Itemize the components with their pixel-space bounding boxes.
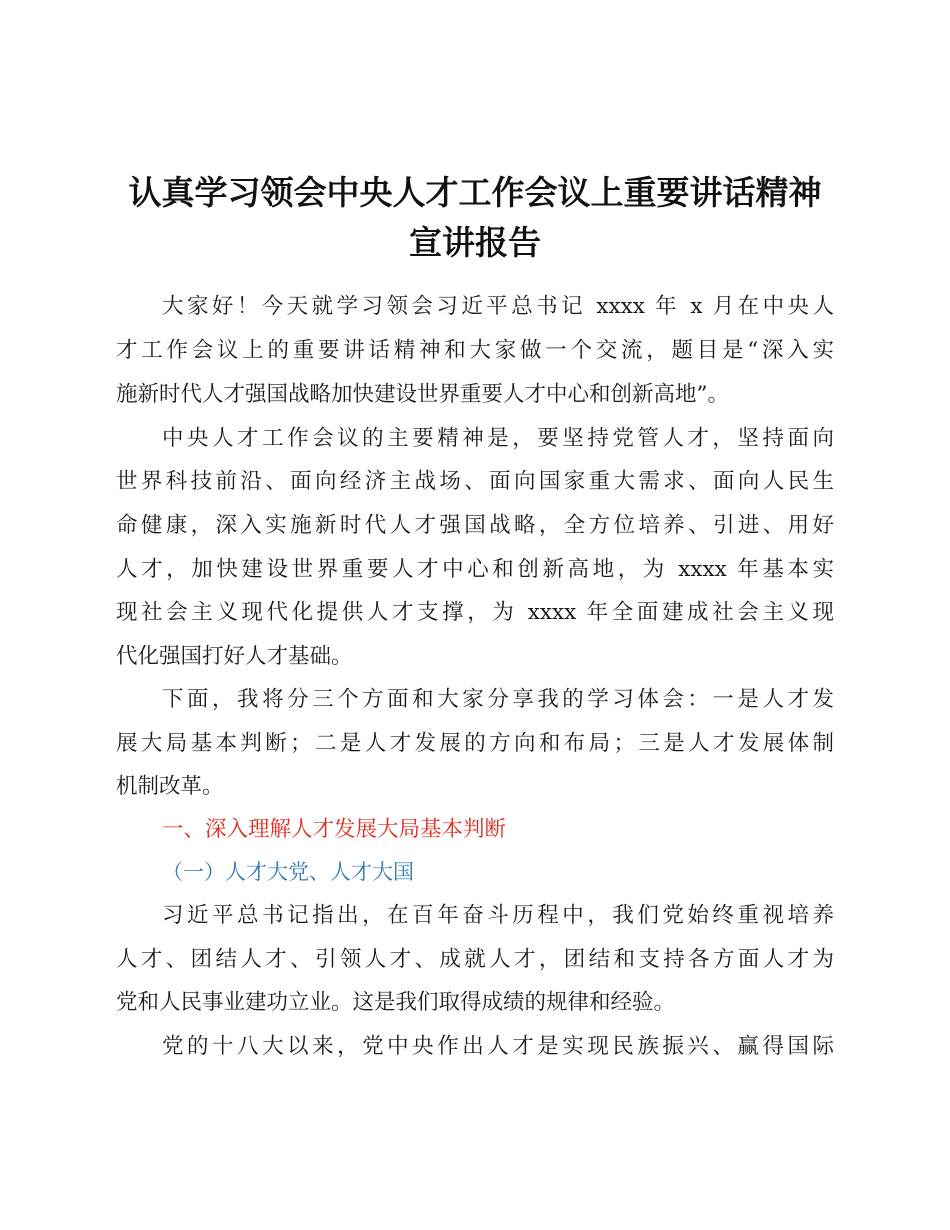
paragraph-line: 代化强国打好人才基础。 [116,644,353,669]
paragraph-line: 中央人才工作会议的主要精神是，要坚持党管人才，坚持面向 [162,426,834,451]
paragraph-line: 展大局基本判断；二是人才发展的方向和布局；三是人才发展体制 [116,731,834,756]
paragraph-line: 才工作会议上的重要讲话精神和大家做一个交流，题目是“深入实 [116,338,834,363]
paragraph-line: 人才，加快建设世界重要人才中心和创新高地，为 xxxx 年基本实 [116,557,834,582]
paragraph-line: 世界科技前沿、面向经济主战场、面向国家重大需求、面向人民生 [116,469,834,494]
section-heading: 一、深入理解人才发展大局基本判断 [162,817,507,842]
paragraph-line: 下面，我将分三个方面和大家分享我的学习体会：一是人才发 [162,687,834,712]
paragraph-line: 党的十八大以来，党中央作出人才是实现民族振兴、赢得国际 [162,1034,834,1059]
paragraph-line: 机制改革。 [116,774,224,799]
paragraph-line: 人才、团结人才、引领人才、成就人才，团结和支持各方面人才为 [116,947,834,972]
paragraph-line: 现社会主义现代化提供人才支撑，为 xxxx 年全面建成社会主义现 [116,600,834,625]
document-title-line-1: 认真学习领会中央人才工作会议上重要讲话精神 [128,173,822,212]
paragraph-line: 命健康，深入实施新时代人才强国战略，全方位培养、引进、用好 [116,513,834,538]
paragraph-line: 习近平总书记指出，在百年奋斗历程中，我们党始终重视培养 [162,903,834,928]
document-title-line-2: 宣讲报告 [409,223,541,262]
paragraph-line: 党和人民事业建功立业。这是我们取得成绩的规律和经验。 [116,990,676,1015]
subsection-heading: （一）人才大党、人才大国 [162,860,414,884]
paragraph-line: 大家好！今天就学习领会习近平总书记 xxxx 年 x 月在中央人 [162,294,834,319]
paragraph-line: 施新时代人才强国战略加快建设世界重要人才中心和创新高地”。 [116,382,729,407]
